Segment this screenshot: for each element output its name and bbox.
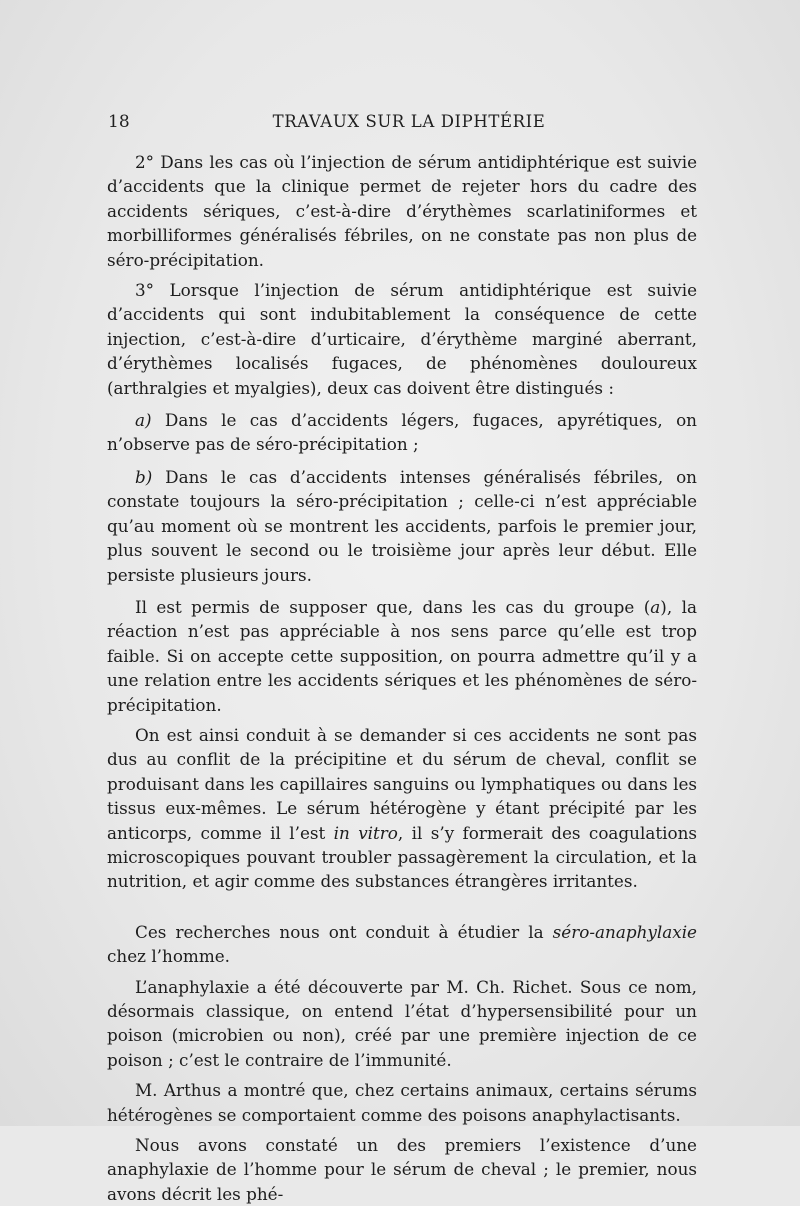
paragraph-text: Dans le cas d’accidents intenses généralisés fébriles, on constate toujours la séro-précipitation ; celle-ci n’est appréciable qu’au moment où se montrent les accidents, parfois le premier jour, plus souvent le second ou le troisième jour après leur début. Elle persiste plusieurs jours. (107, 466, 697, 585)
paragraph-arthus (107, 1078, 697, 1127)
paragraph-italic: séro-anaphylaxie (552, 921, 697, 942)
paragraph-text-after: , il s’y formerait des coagulations microscopiques pouvant troubler passagèrement la circulation, et la nutrition, et agir comme des substances étrangères irritantes. (107, 822, 697, 892)
paragraph-conflit (107, 723, 697, 894)
paragraph-italic: in vitro (333, 822, 398, 843)
paragraph-italic: a (650, 596, 661, 617)
paragraph-text: L’anaphylaxie a été découverte par M. Ch. Richet. Sous ce nom, désormais classique, on entend l’état d’hypersensibilité pour un poison (microbien ou non), créé par une première injection de ce poison ; c’est le contraire de l’immunité. (107, 976, 697, 1070)
paragraph-constate (107, 1133, 697, 1206)
subcase-label: a) (135, 410, 152, 431)
paragraph-case-2 (107, 150, 697, 272)
paragraph-text-before: On est ainsi conduit à se demander si ces accidents ne sont pas dus au conflit de la précipitine et du sérum de cheval, conflit se produisant dans les capillaires sanguins ou lymphatiques ou dans les tissus eux-mêmes. Le sérum hétérogène y étant précipité par les anticorps, comme il l’est (107, 724, 697, 843)
paragraph-text: 2° Dans les cas où l’injection de sérum antidiphtérique est suivie d’accidents que la clinique permet de rejeter hors du cadre des accidents sériques, c’est-à-dire d’érythèmes scarlatiniformes et morbilliformes généralisés fébriles, on ne constate pas non plus de séro-précipitation. (107, 152, 697, 270)
page-header (108, 110, 694, 136)
paragraph-text: Nous avons constaté un des premiers l’existence d’une anaphylaxie de l’homme pour le sérum de cheval ; le premier, nous avons décrit les phé- (107, 1135, 697, 1204)
subcase-label: b) (135, 466, 153, 487)
paragraph-text-before: Ces recherches nous ont conduit à étudier la (135, 921, 553, 942)
paragraph-subcase-a (107, 408, 697, 457)
paragraph-anaphylaxie (107, 975, 697, 1073)
paragraph-text: M. Arthus a montré que, chez certains animaux, certains sérums hétérogènes se comportaient comme des poisons anaphylactisants. (107, 1080, 697, 1125)
page-number: 18 (108, 112, 130, 132)
paragraph-subcase-b (107, 465, 697, 587)
paragraph-text: 3° Lorsque l’injection de sérum antidiphtérique est suivie d’accidents qui sont indubitablement la conséquence de cette injection, c’est-à-dire d’urticaire, d’érythème marginé aberrant, d’érythèmes localisés fugaces, de phénomènes douloureux (arthralgies et myalgies), deux cas doivent être distingués : (107, 280, 697, 398)
paragraph-text-before: Il est permis de supposer que, dans les cas du groupe ( (135, 596, 651, 617)
paragraph-text-after: chez l’homme. (107, 946, 231, 967)
paragraph-supposition (107, 595, 697, 717)
running-title: TRAVAUX SUR LA DIPHTÉRIE (272, 112, 546, 131)
paragraph-recherches (107, 920, 697, 969)
body-text (107, 150, 697, 1206)
paragraph-case-3 (107, 278, 697, 400)
paragraph-text: Dans le cas d’accidents légers, fugaces, apyrétiques, on n’observe pas de séro-précipitation ; (107, 410, 697, 455)
paragraph-text-after: ), la réaction n’est pas appréciable à nos sens parce qu’elle est trop faible. Si on accepte cette supposition, on pourra admettre qu’il y a une relation entre les accidents sériques et les phénomènes de séro-précipitation. (107, 596, 697, 715)
